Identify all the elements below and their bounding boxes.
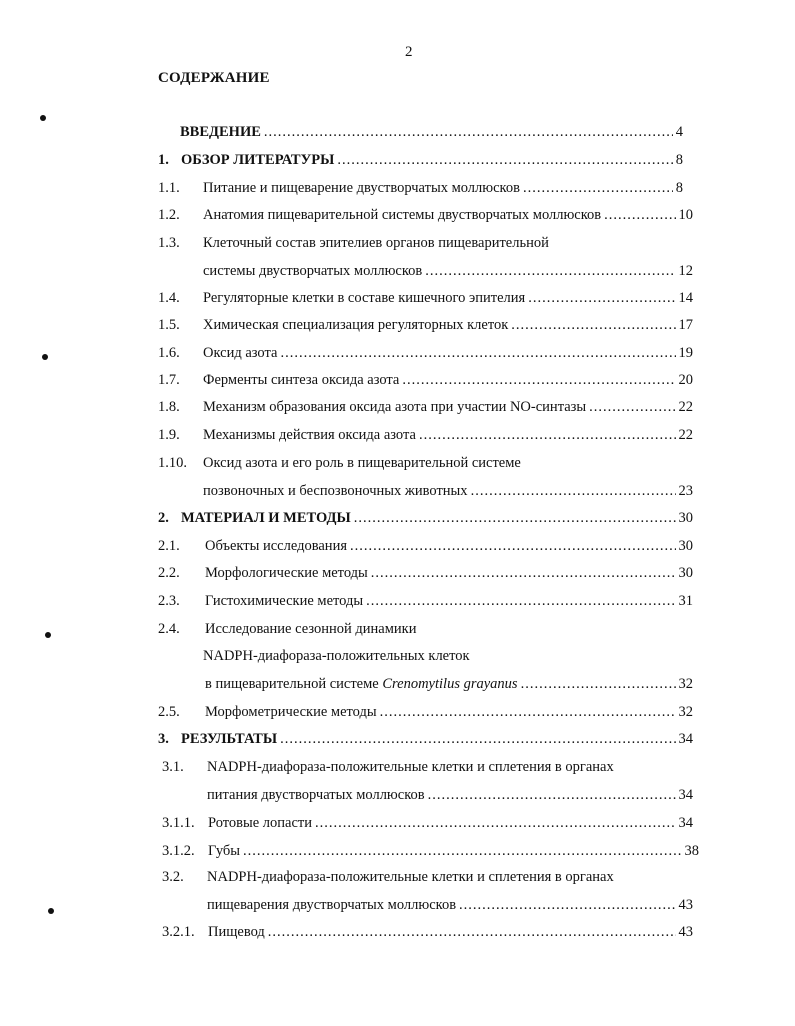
toc-entry-number: 1.2. bbox=[158, 207, 180, 223]
toc-entry-s1-1[interactable] bbox=[203, 180, 683, 197]
species-name: Crenomytilus grayanus bbox=[382, 676, 518, 692]
toc-entry-s3-1-1[interactable] bbox=[208, 815, 693, 832]
toc-entry-page: 30 bbox=[678, 538, 693, 554]
toc-entry-page: 32 bbox=[678, 676, 693, 692]
toc-entry-page: 32 bbox=[678, 704, 693, 720]
toc-entry-s1-10[interactable] bbox=[203, 483, 693, 500]
toc-entry-page: 30 bbox=[678, 510, 693, 526]
toc-entry-title-line1: NADPH-диафораза-положительные клетки и сплетения в органах bbox=[207, 759, 614, 775]
toc-entry-s3-1-2[interactable] bbox=[208, 843, 699, 860]
toc-entry-title-text: в пищеварительной системе bbox=[205, 676, 383, 692]
toc-entry-number: 3. bbox=[158, 731, 169, 747]
toc-entry-page: 8 bbox=[675, 180, 683, 196]
toc-entry-title-line1: Клеточный состав эпителиев органов пищеварительной bbox=[203, 235, 549, 251]
toc-entry-s2-4[interactable] bbox=[205, 676, 693, 693]
page-number: 2 bbox=[405, 44, 413, 60]
toc-entry-page: 12 bbox=[678, 263, 693, 279]
toc-entry-page: 43 bbox=[678, 897, 693, 913]
toc-entry-title: ВВЕДЕНИЕ bbox=[180, 124, 261, 140]
toc-entry-page: 38 bbox=[684, 843, 699, 859]
toc-entry-page: 4 bbox=[675, 124, 683, 140]
toc-entry-s1-4[interactable] bbox=[203, 290, 693, 307]
toc-entry-s1-9[interactable] bbox=[203, 427, 693, 444]
toc-entry-s1-7[interactable] bbox=[203, 372, 693, 389]
toc-entry-s3-2-1[interactable] bbox=[208, 924, 693, 941]
toc-entry-s1-8[interactable] bbox=[203, 399, 693, 416]
toc-entry-title-line2: NADPH-диафораза-положительных клеток bbox=[203, 648, 470, 664]
toc-entry-page: 31 bbox=[678, 593, 693, 609]
toc-entry-number: 2.1. bbox=[158, 538, 180, 554]
toc-entry-page: 43 bbox=[678, 924, 693, 940]
toc-entry-title: Химическая специализация регуляторных клеток bbox=[203, 317, 509, 333]
toc-entry-s1-2[interactable] bbox=[203, 207, 693, 224]
toc-entry-title: Питание и пищеварение двустворчатых моллюсков bbox=[203, 180, 520, 196]
toc-entry-number: 1.6. bbox=[158, 345, 180, 361]
toc-entry-title: Ферменты синтеза оксида азота bbox=[203, 372, 400, 388]
toc-entry-s3-2[interactable] bbox=[207, 897, 693, 914]
toc-entry-title-line1: Оксид азота и его роль в пищеварительной системе bbox=[203, 455, 521, 471]
toc-entry-title: Регуляторные клетки в составе кишечного эпителия bbox=[203, 290, 526, 306]
toc-entry-number: 3.2. bbox=[162, 869, 184, 885]
toc-entry-s2-2[interactable] bbox=[205, 565, 693, 582]
toc-entry-number: 1.5. bbox=[158, 317, 180, 333]
toc-entry-number: 1.10. bbox=[158, 455, 187, 471]
toc-entry-page: 22 bbox=[678, 427, 693, 443]
toc-entry-page: 30 bbox=[678, 565, 693, 581]
toc-entry-title-line2: пищеварения двустворчатых моллюсков bbox=[207, 897, 457, 913]
toc-entry-s1[interactable] bbox=[181, 152, 683, 169]
toc-entry-page: 20 bbox=[678, 372, 693, 388]
toc-entry-page: 34 bbox=[678, 787, 693, 803]
toc-entry-title: Механизмы действия оксида азота bbox=[203, 427, 416, 443]
toc-entry-number: 1.3. bbox=[158, 235, 180, 251]
toc-entry-title: Пищевод bbox=[208, 924, 265, 940]
toc-entry-number: 2.2. bbox=[158, 565, 180, 581]
toc-entry-title: Морфометрические методы bbox=[205, 704, 377, 720]
toc-entry-title: Гистохимические методы bbox=[205, 593, 364, 609]
toc-entry-s2[interactable] bbox=[181, 510, 693, 527]
toc-entry-s1-3[interactable] bbox=[203, 263, 693, 280]
toc-entry-title-line1: NADPH-диафораза-положительные клетки и сплетения в органах bbox=[207, 869, 614, 885]
toc-entry-number: 3.1. bbox=[162, 759, 184, 775]
toc-entry-number: 2.5. bbox=[158, 704, 180, 720]
toc-entry-s3[interactable] bbox=[181, 731, 693, 748]
toc-entry-page: 8 bbox=[675, 152, 683, 168]
toc-entry-number: 1.8. bbox=[158, 399, 180, 415]
toc-entry-number: 1.1. bbox=[158, 180, 180, 196]
toc-entry-s1-5[interactable] bbox=[203, 317, 693, 334]
toc-entry-s1-6[interactable] bbox=[203, 345, 693, 362]
toc-entry-page: 22 bbox=[678, 399, 693, 415]
toc-entry-title: Морфологические методы bbox=[205, 565, 368, 581]
toc-entry-title-line1: Исследование сезонной динамики bbox=[205, 621, 417, 637]
toc-entry-s2-1[interactable] bbox=[205, 538, 693, 555]
toc-entry-page: 23 bbox=[678, 483, 693, 499]
toc-entry-number: 1.9. bbox=[158, 427, 180, 443]
toc-entry-title-line3 bbox=[205, 676, 518, 693]
toc-entry-number: 2.4. bbox=[158, 621, 180, 637]
toc-entry-title: МАТЕРИАЛ И МЕТОДЫ bbox=[181, 510, 351, 526]
toc-entry-page: 34 bbox=[678, 731, 693, 747]
toc-entry-title-line2: системы двустворчатых моллюсков bbox=[203, 263, 423, 279]
toc-entry-page: 10 bbox=[678, 207, 693, 223]
toc-entry-intro[interactable] bbox=[180, 124, 683, 141]
toc-entry-title: Объекты исследования bbox=[205, 538, 347, 554]
toc-entry-number: 1. bbox=[158, 152, 169, 168]
toc-entry-s2-3[interactable] bbox=[205, 593, 693, 610]
toc-entry-title-line2: позвоночных и беспозвоночных животных bbox=[203, 483, 468, 499]
toc-entry-number: 1.7. bbox=[158, 372, 180, 388]
toc-entry-s3-1[interactable] bbox=[207, 787, 693, 804]
toc-entry-number: 3.2.1. bbox=[162, 924, 195, 940]
toc-entry-title: Анатомия пищеварительной системы двустворчатых моллюсков bbox=[203, 207, 602, 223]
toc-entry-page: 17 bbox=[678, 317, 693, 333]
toc-entry-page: 19 bbox=[678, 345, 693, 361]
toc-entry-title: Оксид азота bbox=[203, 345, 278, 361]
toc-entry-number: 3.1.2. bbox=[162, 843, 195, 859]
toc-entry-number: 2.3. bbox=[158, 593, 180, 609]
toc-entry-title: ОБЗОР ЛИТЕРАТУРЫ bbox=[181, 152, 335, 168]
toc-entry-title: Механизм образования оксида азота при участии NO-синтазы bbox=[203, 399, 587, 415]
toc-entry-page: 14 bbox=[678, 290, 693, 306]
toc-entry-title-line2: питания двустворчатых моллюсков bbox=[207, 787, 425, 803]
toc-entry-title: Губы bbox=[208, 843, 241, 859]
toc-entry-title: Ротовые лопасти bbox=[208, 815, 313, 831]
toc-entry-page: 34 bbox=[678, 815, 693, 831]
toc-entry-s2-5[interactable] bbox=[205, 704, 693, 721]
page-title: СОДЕРЖАНИЕ bbox=[158, 70, 270, 86]
toc-entry-number: 3.1.1. bbox=[162, 815, 195, 831]
toc-entry-title: РЕЗУЛЬТАТЫ bbox=[181, 731, 278, 747]
toc-entry-number: 1.4. bbox=[158, 290, 180, 306]
toc-entry-number: 2. bbox=[158, 510, 169, 526]
